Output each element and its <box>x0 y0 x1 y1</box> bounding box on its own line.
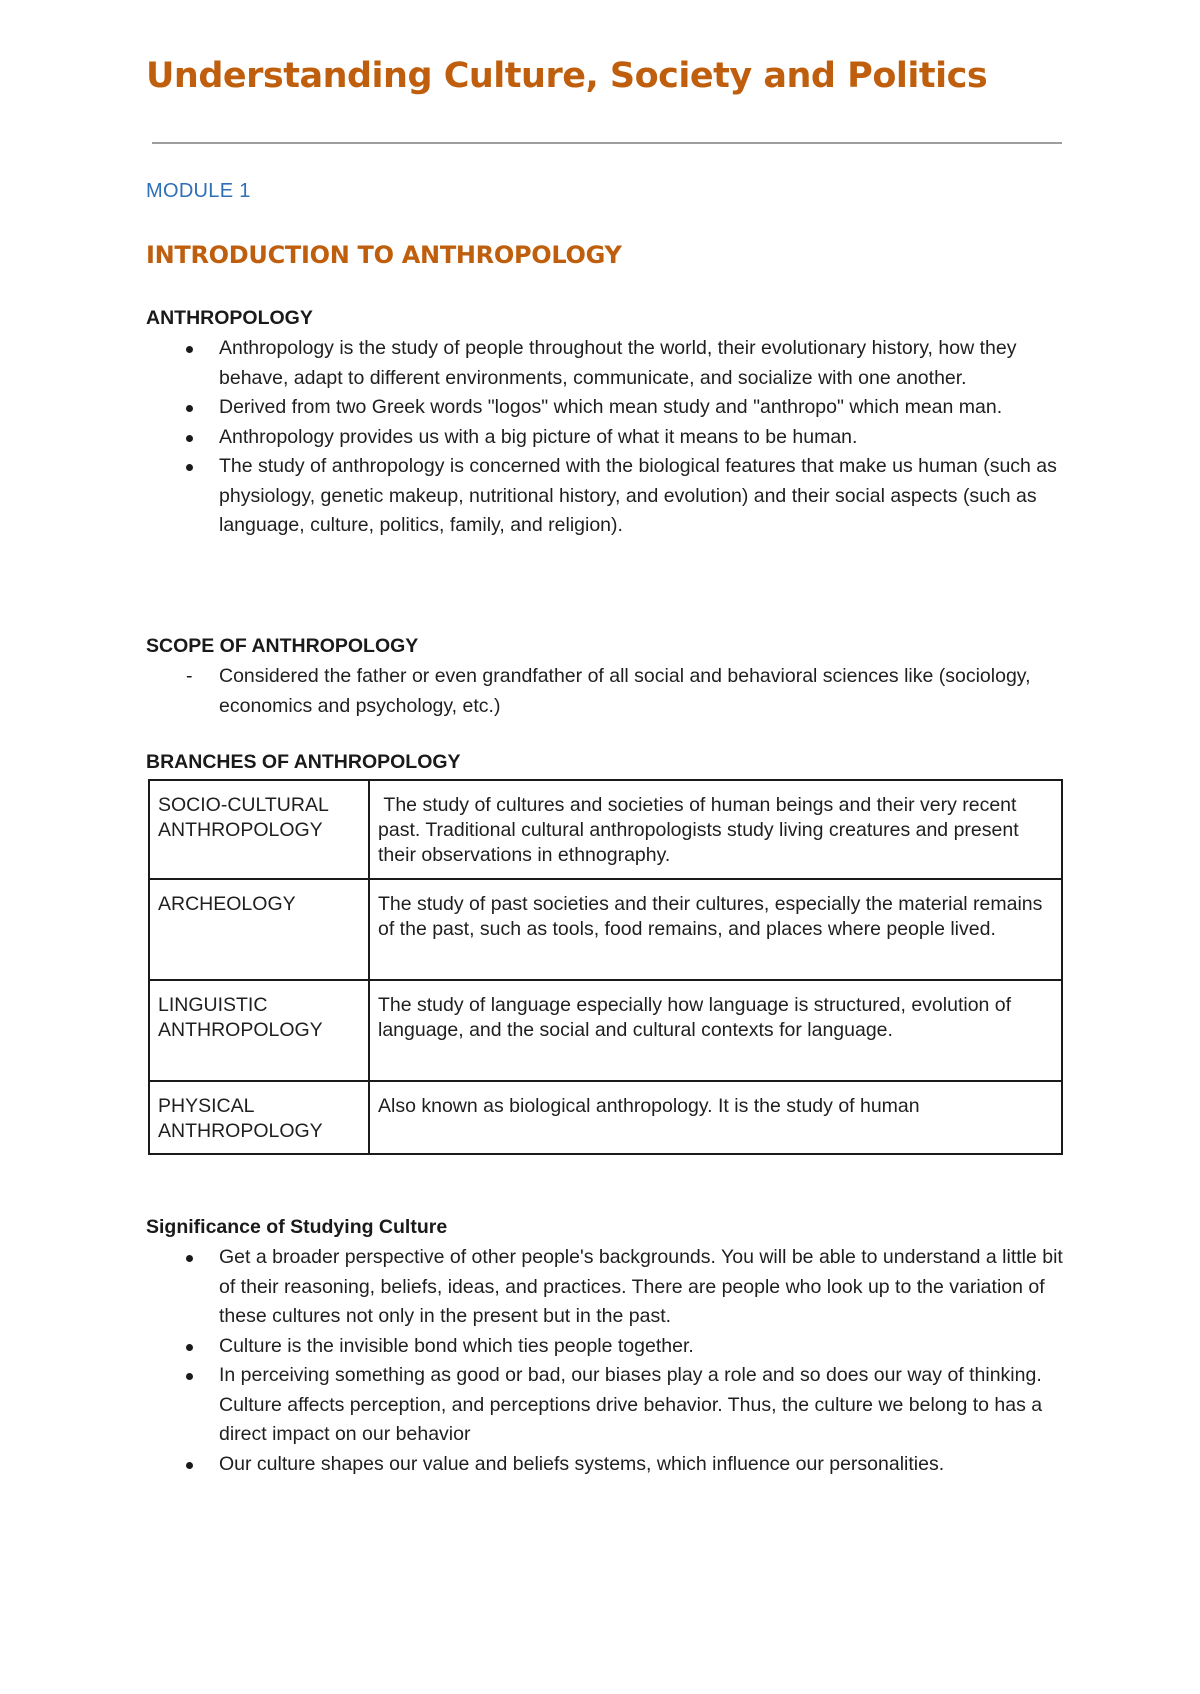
significance-heading: Significance of Studying Culture <box>146 1216 448 1238</box>
branch-description-cell: The study of language especially how language is structured, evolution of language, and the social and cultural contexts for language. <box>369 980 1062 1081</box>
section-heading: INTRODUCTION TO ANTHROPOLOGY <box>146 241 622 269</box>
bullet-icon <box>186 1344 193 1351</box>
list-item <box>146 1332 1066 1362</box>
bullet-icon <box>186 1255 193 1262</box>
anthropology-bullet-list <box>146 334 1066 541</box>
list-item-text: Considered the father or even grandfather of all social and behavioral sciences like (sociology, economics and psychology, etc.) <box>219 665 1031 717</box>
scope-list <box>146 662 1066 721</box>
bullet-icon <box>186 464 193 471</box>
scope-heading: SCOPE OF ANTHROPOLOGY <box>146 635 419 657</box>
table-row <box>149 1081 1062 1154</box>
table-row <box>149 780 1062 879</box>
list-item <box>146 1450 1066 1480</box>
branch-term-cell: SOCIO-CULTURAL ANTHROPOLOGY <box>149 780 369 879</box>
list-item-text: Derived from two Greek words "logos" which mean study and "anthropo" which mean man. <box>219 396 1003 418</box>
list-item <box>146 1361 1066 1450</box>
list-item <box>146 393 1066 423</box>
list-item-text: Our culture shapes our value and beliefs systems, which influence our personalities. <box>219 1452 945 1475</box>
bullet-icon <box>186 435 193 442</box>
list-item <box>146 662 1066 721</box>
title-divider <box>152 142 1062 144</box>
list-item-text: Anthropology provides us with a big picture of what it means to be human. <box>219 425 858 448</box>
list-item-text: Get a broader perspective of other people's backgrounds. You will be able to understand a little bit of their reasoning, beliefs, ideas, and practices. There are people who look up to the variation of these cultures not only in the present but in the past. <box>219 1246 1063 1327</box>
branch-term-cell: PHYSICAL ANTHROPOLOGY <box>149 1081 369 1154</box>
dash-marker: - <box>186 665 193 687</box>
branch-description-cell: The study of past societies and their cultures, especially the material remains of the past, such as tools, food remains, and places where people lived. <box>369 879 1062 980</box>
branches-heading: BRANCHES OF ANTHROPOLOGY <box>146 751 461 773</box>
bullet-icon <box>186 1373 193 1380</box>
bullet-icon <box>186 405 193 412</box>
anthropology-heading: ANTHROPOLOGY <box>146 307 313 329</box>
branch-term-cell: LINGUISTIC ANTHROPOLOGY <box>149 980 369 1081</box>
list-item <box>146 452 1066 541</box>
list-item-text: Culture is the invisible bond which ties people together. <box>219 1334 694 1357</box>
list-item-text: In perceiving something as good or bad, our biases play a role and so does our way of thinking. Culture affects perception, and perceptions drive behavior. Thus, the culture we belong to has a direct impact on our behavior <box>219 1364 1043 1445</box>
table-row <box>149 980 1062 1081</box>
branch-description-cell: The study of cultures and societies of human beings and their very recent past. Traditional cultural anthropologists study living creatures and present their observations in ethnography. <box>369 780 1062 879</box>
list-item <box>146 1243 1066 1332</box>
branch-term-cell: ARCHEOLOGY <box>149 879 369 980</box>
branches-table <box>148 779 1063 1155</box>
list-item-text: Anthropology is the study of people throughout the world, their evolutionary history, how they behave, adapt to different environments, communicate, and socialize with one another. <box>219 337 1017 389</box>
list-item-text: The study of anthropology is concerned with the biological features that make us human (such as physiology, genetic makeup, nutritional history, and evolution) and their social aspects (such as language, culture, politics, family, and religion). <box>219 455 1057 536</box>
list-item <box>146 423 1066 453</box>
significance-bullet-list <box>146 1243 1066 1479</box>
branch-description-cell: Also known as biological anthropology. It is the study of human <box>369 1081 1062 1154</box>
document-title: Understanding Culture, Society and Politics <box>146 56 988 96</box>
bullet-icon <box>186 1462 193 1469</box>
table-row <box>149 879 1062 980</box>
bullet-icon <box>186 346 193 353</box>
list-item <box>146 334 1066 393</box>
module-label: MODULE 1 <box>146 180 251 202</box>
